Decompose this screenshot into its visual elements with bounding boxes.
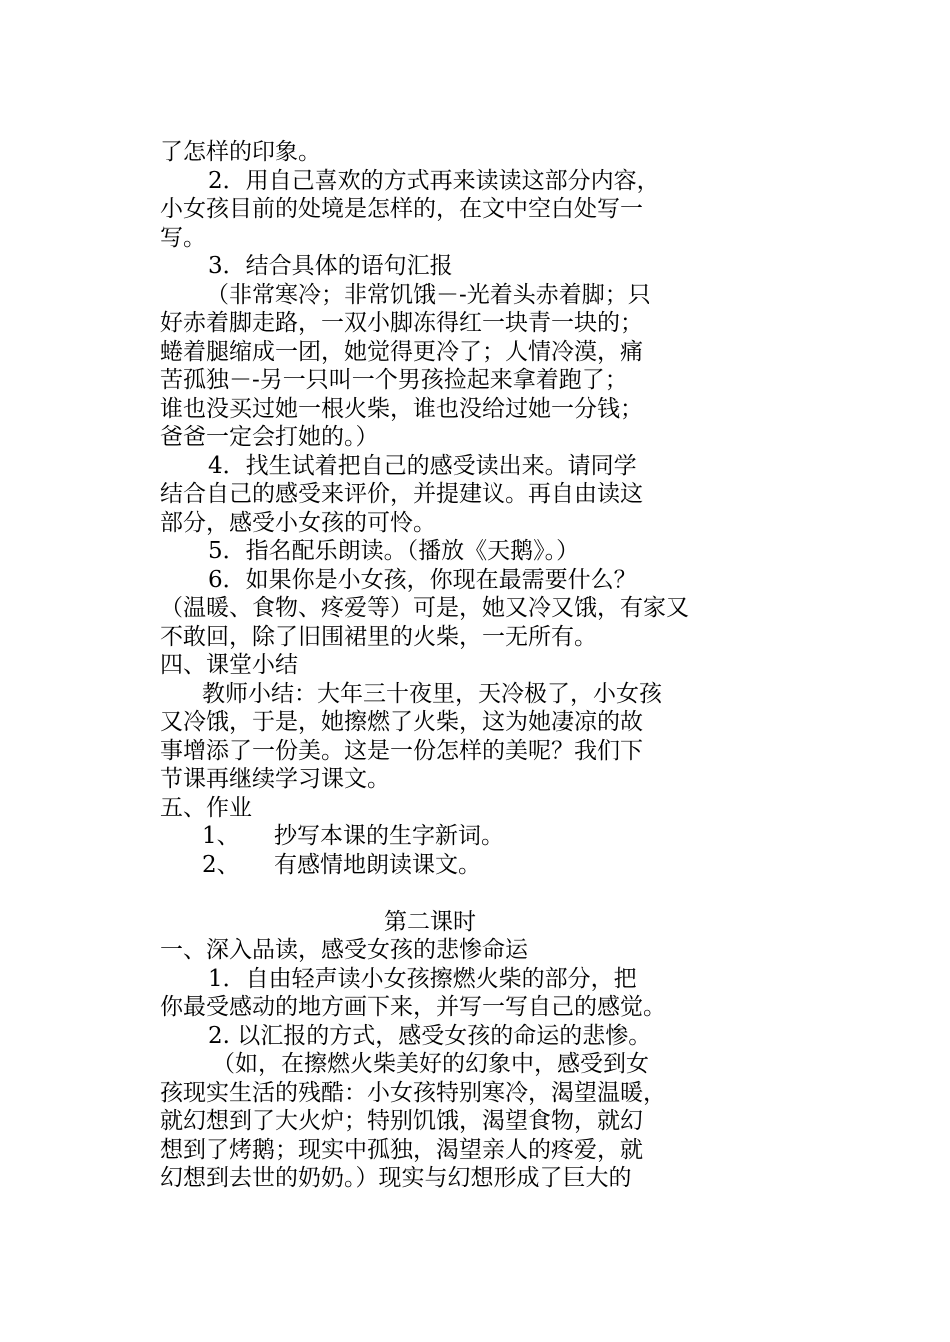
text-line: 部分，感受小女孩的可怜。 xyxy=(160,509,436,536)
text-line: 又冷饿，于是，她擦燃了火柴，这为她凄凉的故 xyxy=(160,709,643,735)
text-line: 想到了烤鹅；现实中孤独，渴望亲人的疼爱，就 xyxy=(160,1136,643,1163)
text-line: 6．如果你是小女孩，你现在最需要什么？ xyxy=(208,566,637,593)
text-line: 了怎样的印象。 xyxy=(160,139,321,165)
section-heading: 五、作业 xyxy=(160,794,252,821)
list-text: 有感情地朗读课文。 xyxy=(274,851,481,878)
blank-line xyxy=(160,879,700,908)
document-page xyxy=(160,138,700,1193)
homework-item xyxy=(160,822,700,851)
text-line: 节课再继续学习课文。 xyxy=(160,766,390,792)
text-line: 5．指名配乐朗读。（播放《天鹅》。） xyxy=(208,538,580,564)
text-line: 就幻想到了大火炉；特别饥饿，渴望食物，就幻 xyxy=(160,1108,643,1134)
list-number: 2、 xyxy=(202,851,240,878)
text-line: 孩现实生活的残酷：小女孩特别寒冷，渴望温暖， xyxy=(160,1079,666,1106)
text-line: （非常寒冷；非常饥饿－-光着头赤着脚；只 xyxy=(206,281,651,308)
text-line: 蜷着腿缩成一团，她觉得更冷了；人情冷漠，痛 xyxy=(160,338,643,365)
text-line: 4．找生试着把自己的感受读出来。请同学 xyxy=(208,452,637,479)
text-line: 3．结合具体的语句汇报 xyxy=(208,253,453,279)
text-line: （温暖、食物、疼爱等）可是，她又冷又饿，有家又 xyxy=(160,595,689,621)
text-line: 幻想到去世的奶奶。）现实与幻想形成了巨大的 xyxy=(160,1165,632,1191)
text-line: 不敢回，除了旧围裙里的火柴，一无所有。 xyxy=(160,623,597,650)
homework-item xyxy=(160,851,700,880)
text-line: 写。 xyxy=(160,224,206,251)
text-line: 事增添了一份美。这是一份怎样的美呢？我们下 xyxy=(160,737,643,764)
text-line: 苦孤独－-另一只叫一个男孩捡起来拿着跑了； xyxy=(160,367,628,393)
text-line: 2. 以汇报的方式，感受女孩的命运的悲惨。 xyxy=(208,1022,652,1049)
text-line: 小女孩目前的处境是怎样的，在文中空白处写一 xyxy=(160,196,643,222)
section-heading: 一、深入品读，感受女孩的悲惨命运 xyxy=(160,937,528,963)
text-line: 2．用自己喜欢的方式再来读读这部分内容， xyxy=(208,167,660,194)
lesson-title: 第二课时 xyxy=(384,908,476,935)
list-number: 1、 xyxy=(202,823,240,849)
text-line: 好赤着脚走路，一双小脚冻得红一块青一块的； xyxy=(160,310,643,336)
list-text: 抄写本课的生字新词。 xyxy=(274,823,504,849)
text-line: 教师小结：大年三十夜里，天冷极了，小女孩 xyxy=(202,680,662,707)
text-line: 1．自由轻声读小女孩擦燃火柴的部分，把 xyxy=(208,965,637,992)
text-line: 谁也没买过她一根火柴，谁也没给过她一分钱； xyxy=(160,395,643,422)
text-line: 爸爸一定会打她的。） xyxy=(160,424,379,450)
text-line: 你最受感动的地方画下来，并写一写自己的感觉。 xyxy=(160,994,666,1020)
section-heading: 四、课堂小结 xyxy=(160,652,298,678)
text-line: 结合自己的感受来评价，并提建议。再自由读这 xyxy=(160,481,643,507)
text-line: （如，在擦燃火柴美好的幻象中，感受到女 xyxy=(212,1051,649,1077)
